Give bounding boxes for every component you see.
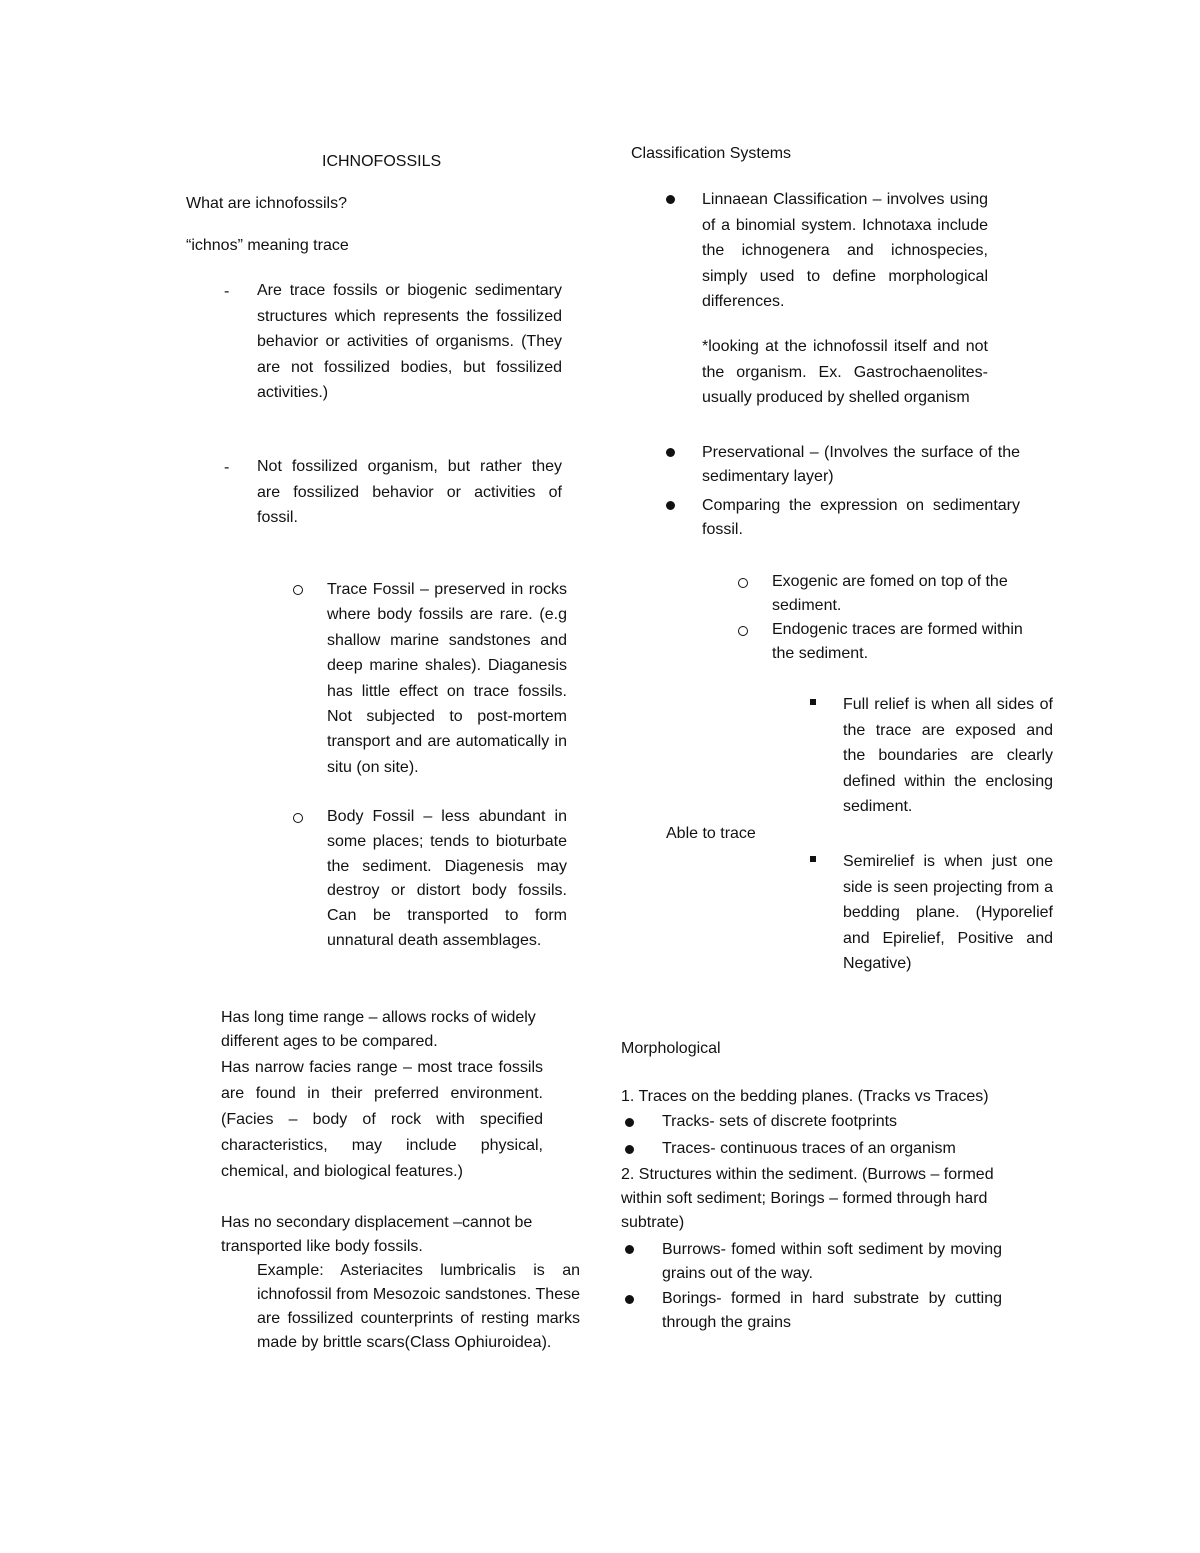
definition-item: Are trace fossils or biogenic sedimentary structures which represents the fossilized behavior or activities of organisms. (They are not fossilized bodies, but fossilized activities.) xyxy=(257,282,562,401)
able-to-trace-label: Able to trace xyxy=(666,825,756,842)
borings-item: Borings- formed in hard substrate by cutting through the grains xyxy=(662,1290,1002,1331)
bullet-icon xyxy=(666,195,675,204)
linnaean-item: Linnaean Classification – involves using of a binomial system. Ichnotaxa include the ichnogenera and ichnospecies, simply used to define morphological differences. xyxy=(702,191,988,310)
classification-heading: Classification Systems xyxy=(631,145,792,162)
bullet-icon xyxy=(625,1118,634,1127)
traces-item: Traces- continuous traces of an organism xyxy=(662,1140,956,1157)
bullet-icon xyxy=(666,501,675,510)
tracks-item: Tracks- sets of discrete footprints xyxy=(662,1113,898,1130)
meaning-line: “ichnos” meaning trace xyxy=(186,237,349,254)
facies-range-paragraph: Has narrow facies range – most trace fossils are found in their preferred environment. (Facies – body of rock with specified characteristics, may include physical, chemical, and biological features.) xyxy=(221,1059,543,1180)
comparing-item: Comparing the expression on sedimentary fossil. xyxy=(702,497,1020,538)
page-title: ICHNOFOSSILS xyxy=(322,153,442,170)
question-heading: What are ichnofossils? xyxy=(186,195,347,212)
trace-fossil-item: Trace Fossil – preserved in rocks where body fossils are rare. (e.g shallow marine sandstones and deep marine shales). Diaganesis has little effect on trace fossils. Not subjected to post-mortem transport and are automatically in situ (on site). xyxy=(327,581,567,776)
semirelief-item: Semirelief is when just one side is seen projecting from a bedding plane. (Hyporelief and Epirelief, Positive and Negative) xyxy=(843,853,1053,972)
square-bullet-icon xyxy=(810,699,816,705)
preservational-item: Preservational – (Involves the surface of the sedimentary layer) xyxy=(702,444,1020,485)
endogenic-item: Endogenic traces are formed within the sediment. xyxy=(772,621,1023,662)
circle-bullet-icon xyxy=(293,585,303,595)
burrows-item: Burrows- fomed within soft sediment by moving grains out of the way. xyxy=(662,1241,1002,1282)
circle-bullet-icon xyxy=(738,578,748,588)
exogenic-item: Exogenic are fomed on top of the sediment. xyxy=(772,573,1008,614)
bullet-icon xyxy=(625,1295,634,1304)
dash-marker: - xyxy=(224,283,230,300)
square-bullet-icon xyxy=(810,856,816,862)
time-range-paragraph: Has long time range – allows rocks of widely different ages to be compared. xyxy=(221,1009,536,1050)
note-paragraph: *looking at the ichnofossil itself and not the organism. Ex. Gastrochaenolites-usually produced by shelled organism xyxy=(702,338,988,406)
circle-bullet-icon xyxy=(293,813,303,823)
full-relief-item: Full relief is when all sides of the trace are exposed and the boundaries are clearly defined within the enclosing sediment. xyxy=(843,696,1053,815)
bullet-icon xyxy=(625,1145,634,1154)
morph-item-1: 1. Traces on the bedding planes. (Tracks vs Traces) xyxy=(621,1088,989,1105)
circle-bullet-icon xyxy=(738,626,748,636)
morphological-heading: Morphological xyxy=(621,1040,721,1057)
example-paragraph: Example: Asteriacites lumbricalis is an ichnofossil from Mesozoic sandstones. These are fossilized counterprints of resting marks made by brittle scars(Class Ophiuroidea). xyxy=(257,1262,580,1351)
bullet-icon xyxy=(666,448,675,457)
dash-marker: - xyxy=(224,459,230,476)
body-fossil-item: Body Fossil – less abundant in some places; tends to bioturbate the sediment. Diagenesis may destroy or distort body fossils. Can be transported to form unnatural death assemblages. xyxy=(327,808,567,949)
bullet-icon xyxy=(625,1245,634,1254)
definition-item: Not fossilized organism, but rather they are fossilized behavior or activities of fossil. xyxy=(257,458,562,526)
morph-item-2: 2. Structures within the sediment. (Burrows – formed within soft sediment; Borings – formed through hard subtrate) xyxy=(621,1166,994,1231)
displacement-paragraph: Has no secondary displacement –cannot be transported like body fossils. xyxy=(221,1214,533,1255)
